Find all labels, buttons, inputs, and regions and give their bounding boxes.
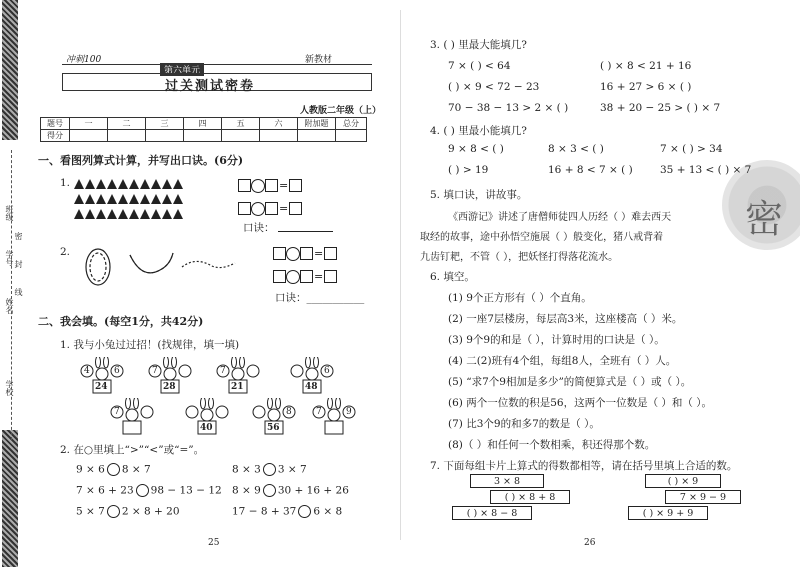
q6-item[interactable]: (5) “求7个9相加是多少”的简便算式是（ ）或（ ）。 [448,376,692,388]
score-header: 题号 [41,118,70,130]
section1-heading: 一、看图列算式计算，并写出口诀。(6分) [38,154,244,167]
compare-row: 5 × 7 2 × 8 + 20 [76,505,180,518]
operator-circle[interactable] [251,179,265,193]
compare-row: 7 × 6 + 23 98 − 13 − 12 [76,484,222,497]
rabbit-right-ear: 8 [286,407,292,417]
binding-stripe-bottom [2,430,18,567]
rabbit-left-ear: 7 [114,407,120,417]
s1-q2-label: 2. [60,246,71,258]
rabbit-right-ear: 9 [346,407,352,417]
q5-line: 九齿钉耙，不管（ ），把妖怪打得落花流水。 [420,252,619,263]
blank-box[interactable] [300,270,313,283]
rabbit-product: 56 [267,423,280,433]
formula-boxes-1: = = [238,175,302,217]
q7-heading: 7. 下面每组卡片上算式的得数都相等，请在括号里填上合适的数。 [430,460,738,472]
q3-item[interactable]: 7 × ( ) < 64 [448,60,511,72]
q6-item[interactable]: (8)（ ）和任何一个数相乘，积还得那个数。 [448,439,656,451]
compare-row: 8 × 9 30 + 16 + 26 [232,484,349,497]
q3-item[interactable]: ( ) × 8 < 21 + 16 [600,60,692,72]
q6-item[interactable]: (2) 一座7层楼房，每层高3米，这座楼高（ ）米。 [448,313,683,325]
rabbit-product: 21 [231,382,244,392]
blank-box[interactable] [273,247,286,260]
score-cell[interactable] [222,130,260,142]
rabbit-card [185,398,229,440]
rabbit-card [148,357,192,399]
score-cell[interactable] [70,130,108,142]
score-header: 一 [70,118,108,130]
q6-item[interactable]: (6) 两个一位数的积是56，这两个一位数是（ ）和（ ）。 [448,397,712,409]
q4-item[interactable]: 7 × ( ) > 34 [660,143,723,155]
q4-item[interactable]: 16 + 8 < 7 × ( ) [548,164,633,176]
rabbit-product: 24 [95,382,108,392]
q5-heading: 5. 填口诀，讲故事。 [430,189,528,201]
formula-line-1[interactable] [278,231,333,232]
rabbit-product: 48 [305,382,318,392]
seal-line [11,150,13,440]
q7-card[interactable]: ( ) × 9 + 9 [628,506,708,520]
blank-box[interactable] [273,270,286,283]
section2-heading: 二、我会填。(每空1分，共42分) [38,315,204,328]
q5-line: 《西游记》讲述了唐僧师徒四人历经（ ）难去西天 [448,212,672,223]
compare-circle[interactable] [107,505,120,518]
triangle-grid [74,174,214,216]
edition-tag: 新教材 [305,55,333,65]
s2-q1-text: 1. 我与小兔过过招！(找规律，填一填) [60,339,240,351]
score-header: 六 [260,118,298,130]
formula-label-2: 口诀：___________ [275,292,365,304]
q4-item[interactable]: 35 + 13 < ( ) × 7 [660,164,752,176]
q4-item[interactable]: 9 × 8 < ( ) [448,143,504,155]
q6-item[interactable]: (1) 9个正方形有（ ）个直角。 [448,292,592,304]
q3-item[interactable]: ( ) × 9 < 72 − 23 [448,81,540,93]
seal-char-2: 封 [14,260,23,268]
operator-circle[interactable] [286,247,300,261]
score-header: 二 [108,118,146,130]
rabbit-card [312,398,356,440]
seal-char-1: 密 [14,232,23,240]
rabbit-left-ear: 7 [152,366,158,376]
series-label: 冲刺100 [66,55,102,65]
q3-heading: 3. ( ) 里最大能填几? [430,39,527,51]
s1-q1-label: 1. [60,177,71,189]
blank-box[interactable] [238,179,251,192]
compare-circle[interactable] [263,463,276,476]
bead-strings [70,245,245,290]
grade-label: 人教版二年级（上） [300,106,382,116]
q7-card[interactable]: ( ) × 9 [645,474,721,488]
blank-box[interactable] [324,270,337,283]
q6-heading: 6. 填空。 [430,271,475,283]
blank-box[interactable] [324,247,337,260]
q7-card: 3 × 8 [470,474,544,488]
rabbit-left-ear: 7 [220,366,226,376]
rabbit-left-ear: 4 [84,366,90,376]
blank-box[interactable] [289,179,302,192]
score-row-label: 得分 [41,130,70,142]
rabbit-product: 40 [200,423,213,433]
q3-item[interactable]: 70 − 38 − 13 > 2 × ( ) [448,102,569,114]
binding-label-number: 学号 [5,250,14,266]
q7-card: 7 × 9 − 9 [665,490,741,504]
blank-box[interactable] [238,202,251,215]
rabbit-card [216,357,260,399]
q3-item[interactable]: 38 + 20 − 25 > ( ) × 7 [600,102,721,114]
blank-box[interactable] [289,202,302,215]
compare-row: 8 × 3 3 × 7 [232,463,307,476]
formula-boxes-2: = = [273,243,337,285]
stamp-seal-char: 密 [745,197,784,241]
q4-heading: 4. ( ) 里最小能填几? [430,125,527,137]
blank-box[interactable] [265,202,278,215]
binding-label-class: 班级 [5,205,14,221]
page-number-left: 25 [208,538,220,548]
q7-card[interactable]: ( ) × 8 + 8 [490,490,570,504]
rabbit-card [252,398,296,440]
compare-circle[interactable] [263,484,276,497]
blank-box[interactable] [265,179,278,192]
q6-item[interactable]: (7) 比3个9的和多7的数是（ ）。 [448,418,600,430]
rabbit-right-ear: 6 [324,366,330,376]
compare-circle[interactable] [107,463,120,476]
score-table [40,117,367,142]
binding-stripe-top [2,0,18,140]
compare-circle[interactable] [298,505,311,518]
score-cell[interactable] [260,130,298,142]
rabbit-card [80,357,124,399]
q7-card[interactable]: ( ) × 8 − 8 [452,506,532,520]
score-header: 四 [184,118,222,130]
binding-label-name: 姓名 [5,298,14,314]
compare-row: 17 − 8 + 37 6 × 8 [232,505,343,518]
score-header: 五 [222,118,260,130]
s2-q2-text: 2. 在○里填上“>”“<”或“=”。 [60,444,205,456]
unit-badge: 第六单元 [160,63,204,76]
score-cell[interactable] [108,130,146,142]
compare-circle[interactable] [136,484,149,497]
operator-circle[interactable] [286,270,300,284]
score-cell[interactable] [298,130,336,142]
binding-label-school: 学校 [5,380,14,396]
score-cell[interactable] [336,130,367,142]
rabbit-right-ear: 6 [114,366,120,376]
score-header: 三 [146,118,184,130]
q3-item[interactable]: 16 + 27 > 6 × ( ) [600,81,692,93]
rabbit-card [110,398,154,440]
rabbit-left-ear: 7 [316,407,322,417]
q6-item[interactable]: (3) 9个9的和是（ ），计算时用的口诀是（ ）。 [448,334,665,346]
score-header: 附加题 [298,118,336,130]
page-number-right: 26 [584,538,596,548]
rabbit-product: 28 [163,382,176,392]
compare-row: 9 × 6 8 × 7 [76,463,151,476]
rabbit-card [290,357,334,399]
blank-box[interactable] [300,247,313,260]
q4-item[interactable]: ( ) > 19 [448,164,489,176]
score-cell[interactable] [184,130,222,142]
q4-item[interactable]: 8 × 3 < ( ) [548,143,604,155]
operator-circle[interactable] [251,202,265,216]
q5-line: 取经的故事，途中孙悟空施展（ ）般变化，猪八戒背着 [420,232,664,243]
formula-label-1: 口诀： [243,222,275,234]
page-divider [400,10,401,540]
score-header: 总分 [336,118,367,130]
score-cell[interactable] [146,130,184,142]
seal-char-3: 线 [14,288,23,296]
page-title: 过关测试密卷 [165,79,256,94]
q6-item[interactable]: (4) 二(2)班有4个组，每组8人，全班有（ ）人。 [448,355,677,367]
